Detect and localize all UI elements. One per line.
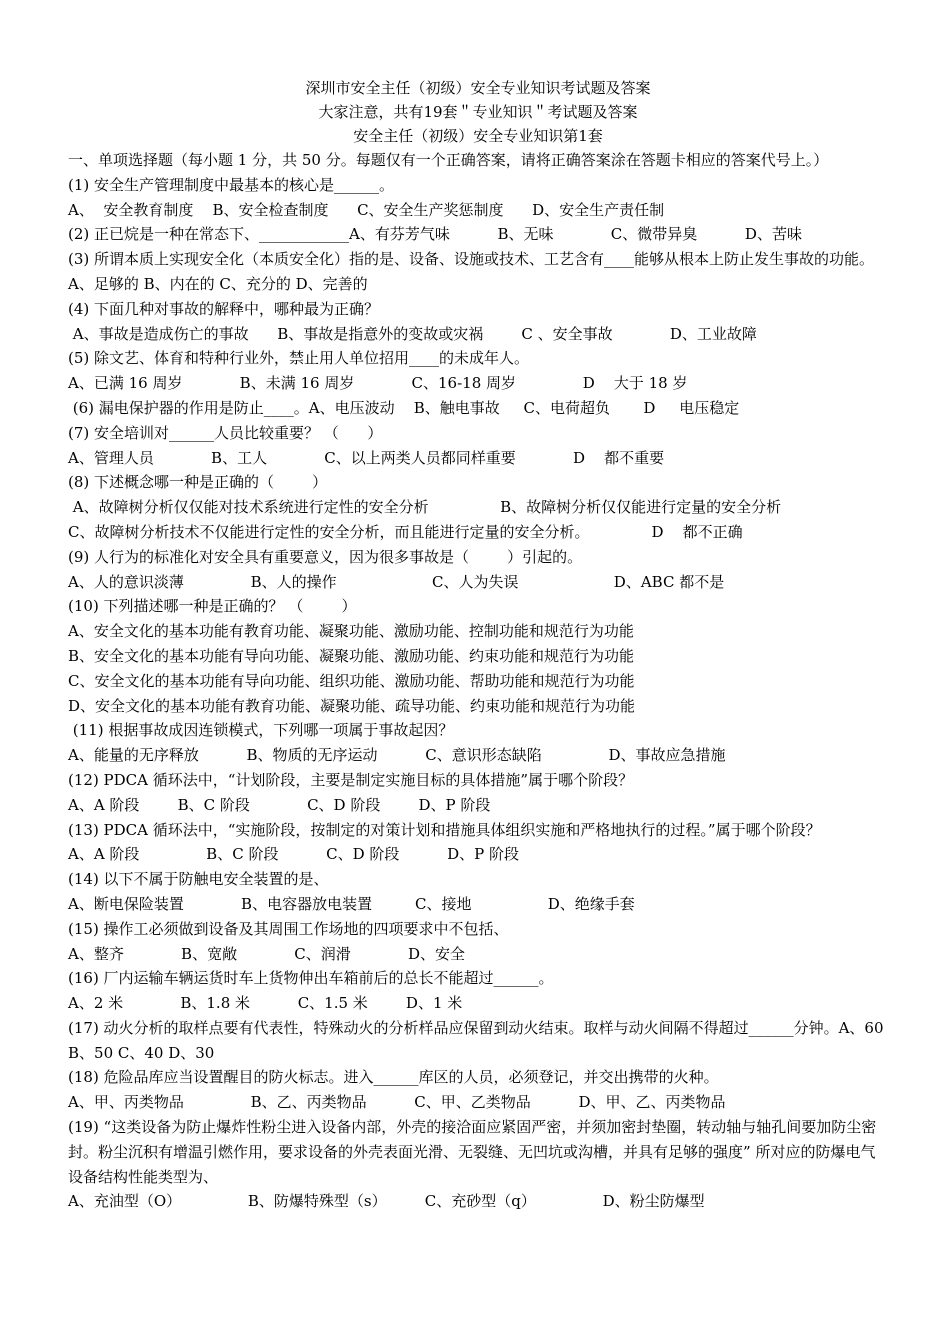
question-18-options: A、甲、丙类物品 B、乙、丙类物品 C、甲、乙类物品 D、甲、乙、丙类物品 [68,1093,726,1112]
question-5: (5) 除文艺、体育和特种行业外，禁止用人单位招用____的未成年人。 [68,349,530,368]
document-page [68,76,888,1214]
question-1: (1) 安全生产管理制度中最基本的核心是______。 [68,175,395,194]
document-title: 深圳市安全主任（初级）安全专业知识考试题及答案 [305,79,651,97]
question-15: (15) 操作工必须做到设备及其周围工作场地的四项要求中不包括、 [68,919,509,938]
question-8: (8) 下述概念哪一种是正确的（ ） [68,473,328,492]
question-4: (4) 下面几种对事故的解释中，哪种最为正确？ [68,299,380,318]
question-11-options: A、能量的无序释放 B、物质的无序运动 C、意识形态缺陷 D、事故应急措施 [68,746,726,765]
question-14-options: A、断电保险装置 B、电容器放电装置 C、接地 D、绝缘手套 [68,894,635,913]
question-10: (10) 下列描述哪一种是正确的？ （ ） [68,597,357,616]
question-1-options: A、 安全教育制度 B、安全检查制度 C、安全生产奖惩制度 D、安全生产责任制 [68,200,665,219]
question-17: (17) 动火分析的取样点要有代表性，特殊动火的分析样品应保留到动火结束。取样与动火间隔不得超过______分钟。A、60 B、50 C、40 D、30 [68,1018,884,1062]
question-10-option-d: D、安全文化的基本功能有教育功能、凝聚功能、疏导功能、约束功能和规范行为功能 [68,696,636,715]
question-5-options: A、已满 16 周岁 B、未满 16 周岁 C、16-18 周岁 D 大于 18 岁 [68,374,688,393]
question-19: (19) “这类设备为防止爆炸性粉尘进入设备内部，外壳的接洽面应紧固严密，并须加密封垫圈，转动轴与轴孔间要加防尘密封。粉尘沉积有增温引燃作用，要求设备的外壳表面光滑、无裂缝、无凹坑或沟槽，并具有足够的强度” 所对应的防爆电气设备结构性能类型为、 [68,1118,877,1186]
question-9: (9) 人行为的标准化对安全具有重要意义，因为很多事故是（ ）引起的。 [68,547,583,566]
question-16: (16) 厂内运输车辆运货时车上货物伸出车箱前后的总长不能超过______。 [68,969,554,988]
question-13: (13) PDCA 循环法中，“实施阶段，按制定的对策计划和措施具体组织实施和严格地执行的过程。”属于哪个阶段？ [68,820,821,839]
question-8-options: A、故障树分析仅仅能对技术系统进行定性的安全分析 B、故障树分析仅仅能进行定量的安全分析 [68,498,782,517]
question-3: (3) 所谓本质上实现安全化（本质安全化）指的是、设备、设施或技术、工艺含有____能够从根本上防止发生事故的功能。A、足够的 B、内在的 C、充分的 D、完善的 [68,250,875,293]
question-8-options-cont: C、故障树分析技术不仅能进行定性的安全分析，而且能进行定量的安全分析。 D 都不正确 [68,522,743,541]
question-6: (6) 漏电保护器的作用是防止____。A、电压波动 B、触电事故 C、电荷超负 D 电压稳定 [68,398,740,417]
question-2: (2) 正已烷是一种在常态下、____________A、有芬芳气味 B、无味 C、微带异臭 D、苦味 [68,225,802,244]
question-13-options: A、A 阶段 B、C 阶段 C、D 阶段 D、P 阶段 [68,845,519,864]
set-title: 安全主任（初级）安全专业知识第1套 [353,127,603,145]
question-9-options: A、人的意识淡薄 B、人的操作 C、人为失误 D、ABC 都不是 [68,572,725,591]
section-intro: 一、单项选择题（每小题 1 分，共 50 分。每题仅有一个正确答案，请将正确答案涂在答题卡相应的答案代号上。） [68,151,829,169]
question-12-options: A、A 阶段 B、C 阶段 C、D 阶段 D、P 阶段 [68,795,491,814]
question-18: (18) 危险品库应当设置醒目的防火标志。进入______库区的人员，必须登记，并交出携带的火种。 [68,1068,719,1087]
question-10-option-c: C、安全文化的基本功能有导向功能、组织功能、激励功能、帮助功能和规范行为功能 [68,671,635,690]
question-4-options: A、事故是造成伤亡的事故 B、事故是指意外的变故或灾祸 C 、安全事故 D、工业故障 [68,324,757,343]
question-12: (12) PDCA 循环法中，“计划阶段，主要是制定实施目标的具体措施”属于哪个阶段？ [68,770,634,789]
question-19-options: A、充油型（O） B、防爆特殊型（s） C、充砂型（q） D、粉尘防爆型 [68,1192,705,1211]
document-subtitle: 大家注意，共有19套＂专业知识＂考试题及答案 [318,103,638,121]
question-10-option-b: B、安全文化的基本功能有导向功能、凝聚功能、激励功能、约束功能和规范行为功能 [68,646,635,665]
question-10-option-a: A、安全文化的基本功能有教育功能、凝聚功能、激励功能、控制功能和规范行为功能 [68,622,634,641]
question-15-options: A、整齐 B、宽敞 C、润滑 D、安全 [68,944,466,963]
question-16-options: A、2 米 B、1.8 米 C、1.5 米 D、1 米 [68,994,463,1013]
question-14: (14) 以下不属于防触电安全装置的是、 [68,870,329,889]
question-11: (11) 根据事故成因连锁模式，下列哪一项属于事故起因？ [68,721,454,740]
question-7-options: A、管理人员 B、工人 C、以上两类人员都同样重要 D 都不重要 [68,448,665,467]
question-7: (7) 安全培训对______人员比较重要？ （ ） [68,423,383,442]
